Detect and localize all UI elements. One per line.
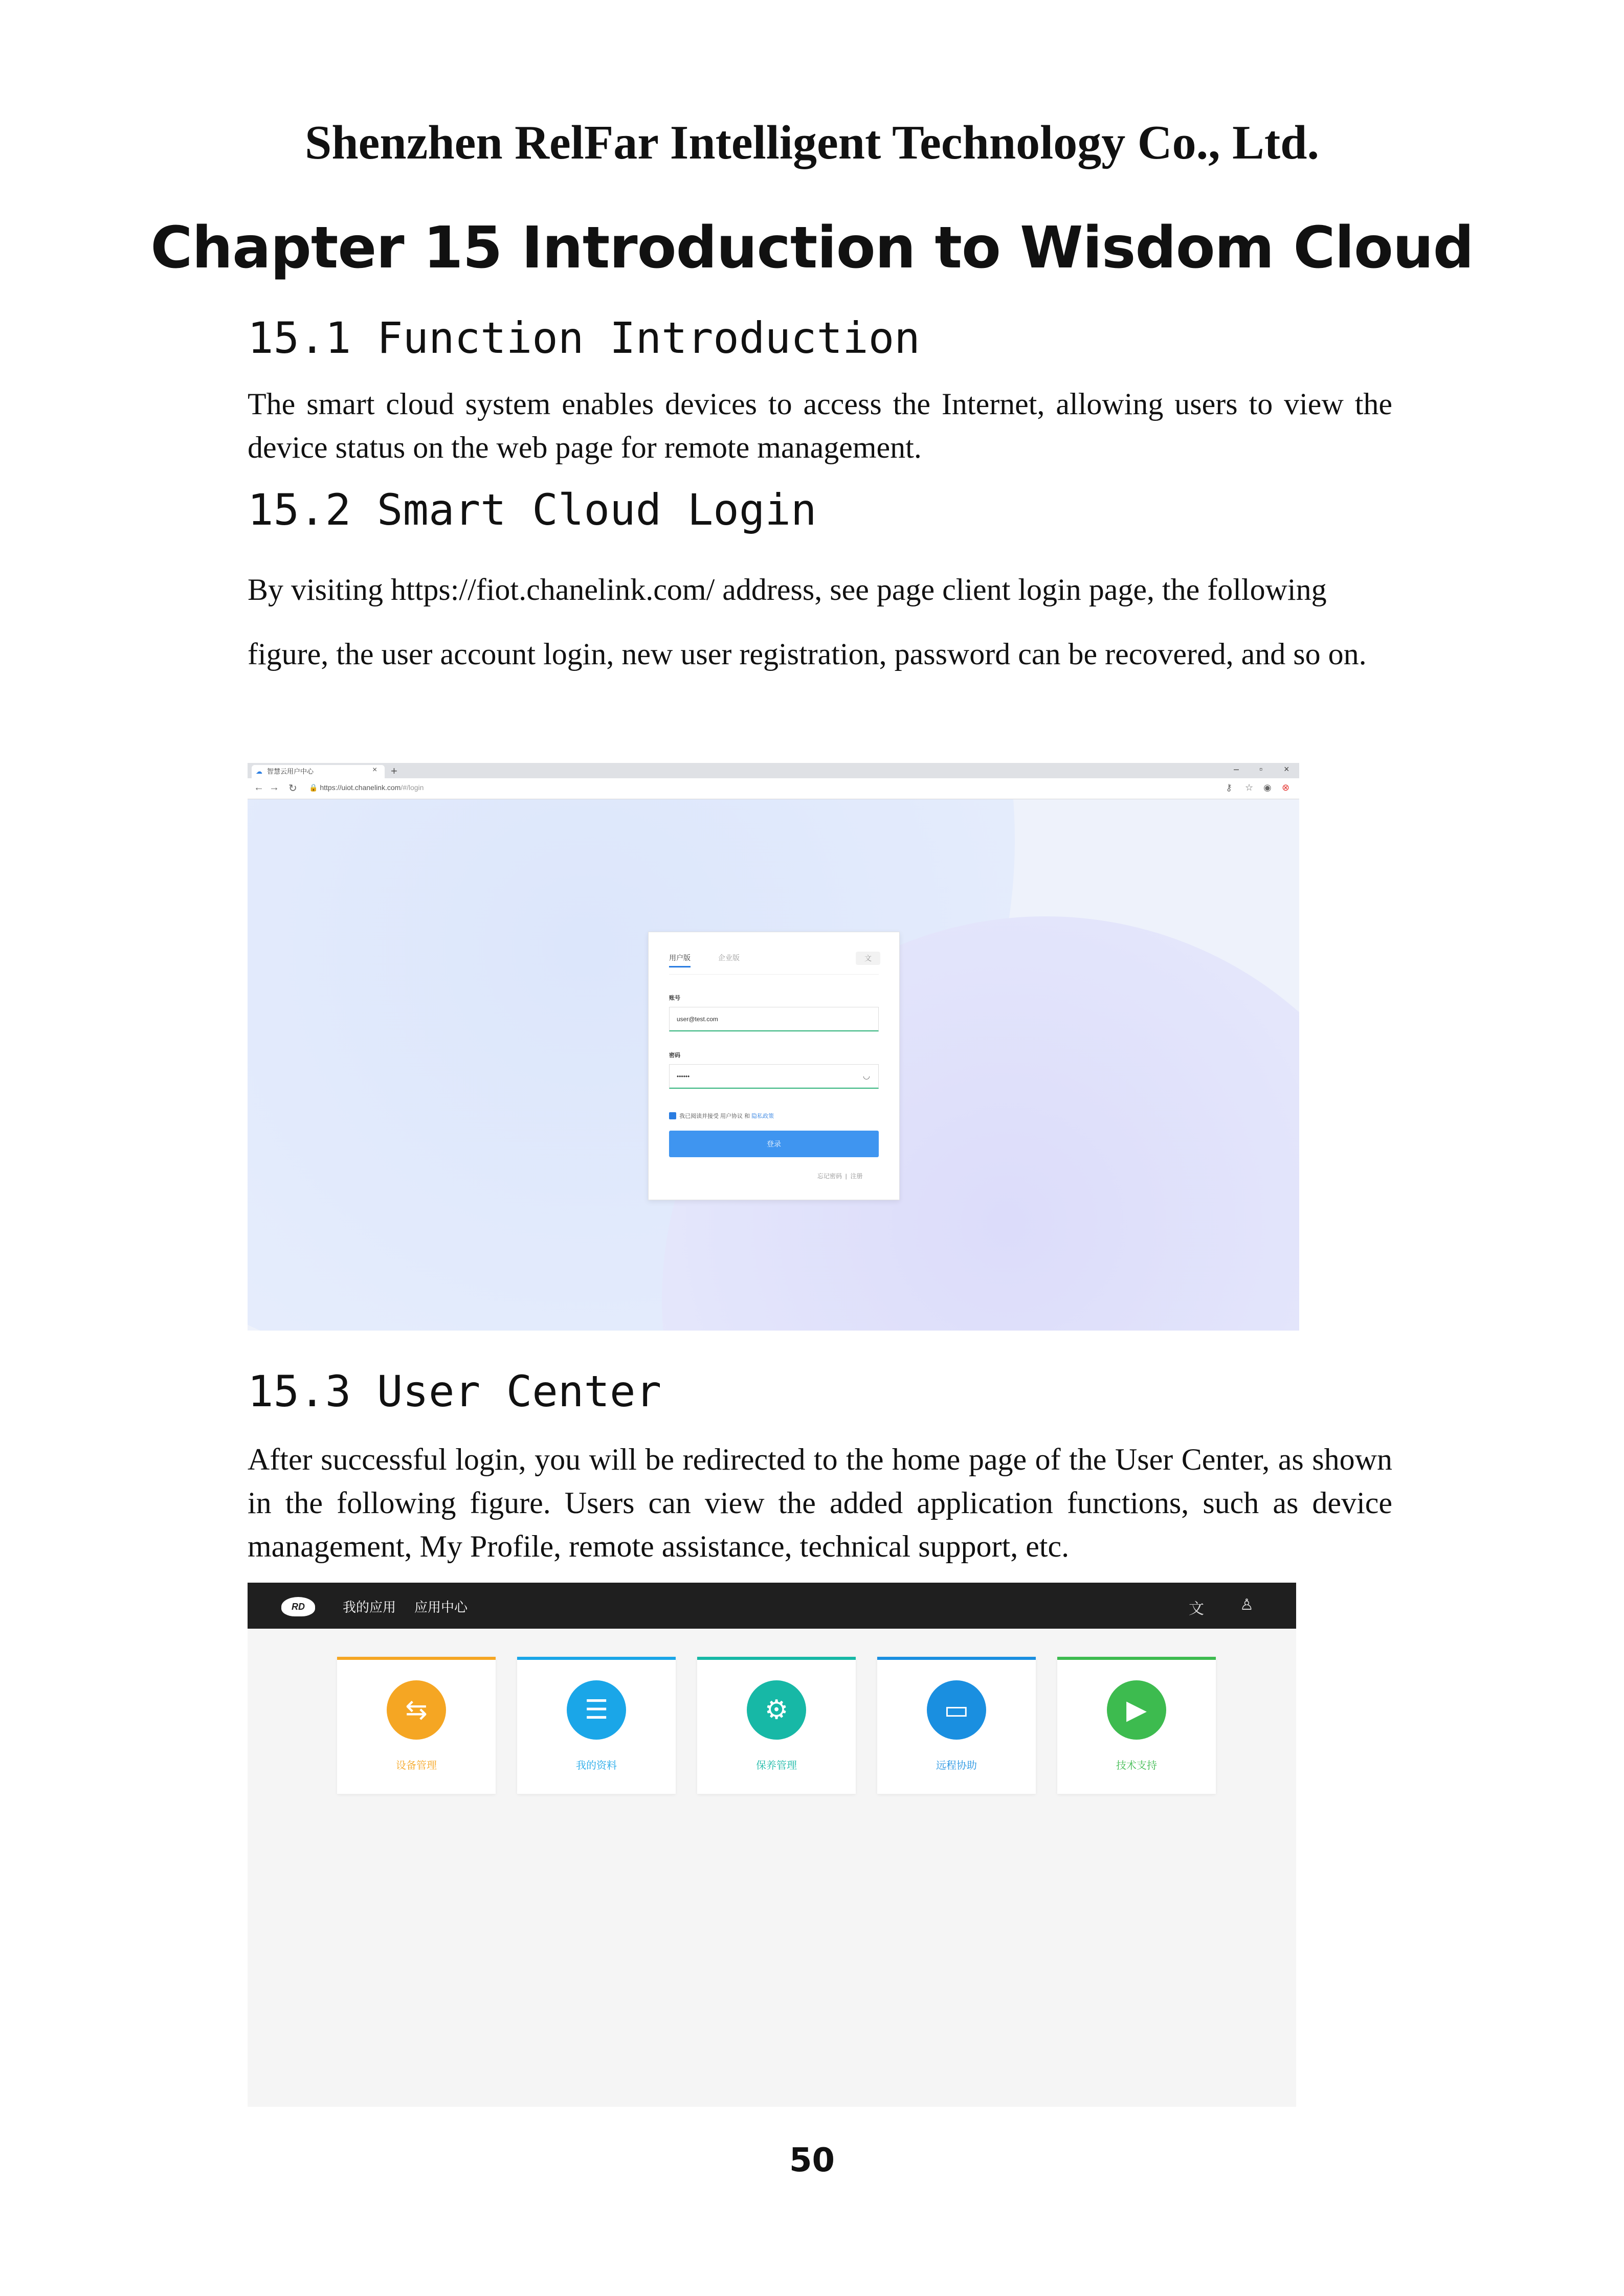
maximize-icon[interactable]: ▫ [1259, 764, 1263, 774]
app-card-remote-assist[interactable]: ▭ 远程协助 [877, 1657, 1036, 1794]
chapter-title: Chapter 15 Introduction to Wisdom Cloud [150, 215, 1474, 281]
account-icon[interactable]: ◉ [1263, 782, 1272, 793]
section-heading-user-center: 15.3 User Center [248, 1366, 662, 1416]
minimize-icon[interactable]: – [1234, 764, 1239, 774]
cloud-icon: ☁ [256, 768, 262, 775]
register-link[interactable]: 注册 [850, 1173, 863, 1180]
forgot-password-link[interactable]: 忘记密码 [817, 1173, 842, 1180]
app-card-maintenance[interactable]: ⚙ 保养管理 [697, 1657, 856, 1794]
stop-icon[interactable]: ⊗ [1282, 782, 1290, 793]
login-card [648, 932, 900, 1200]
app-label: 设备管理 [396, 1760, 437, 1771]
browser-tab-title: 智慧云用户中心 [267, 768, 314, 775]
language-button[interactable] [856, 952, 880, 965]
nav-app-center[interactable]: 应用中心 [414, 1600, 468, 1615]
url-field[interactable]: 🔒 https://uiot.chanelink.com/#/login [309, 783, 424, 792]
company-header: Shenzhen RelFar Intelligent Technology Co., Ltd. [305, 116, 1319, 169]
eye-icon[interactable]: ◡ [863, 1072, 870, 1081]
agreement-text: 我已阅读并接受 用户协议 和 隐私政策 [679, 1113, 774, 1119]
app-label: 远程协助 [936, 1760, 977, 1771]
close-icon[interactable]: × [372, 766, 377, 774]
new-tab-icon[interactable]: + [391, 764, 397, 777]
user-center-screenshot [248, 1583, 1296, 2107]
logo[interactable]: RD [281, 1597, 315, 1616]
section-heading-login: 15.2 Smart Cloud Login [248, 485, 817, 535]
app-label: 技术支持 [1116, 1760, 1157, 1771]
forward-icon[interactable]: → [269, 782, 279, 793]
section-heading-function: 15.1 Function Introduction [248, 313, 920, 363]
password-input[interactable] [669, 1064, 879, 1089]
top-nav-bar [248, 1583, 1296, 1629]
login-screenshot [248, 763, 1299, 1331]
section-text-function: The smart cloud system enables devices to access the Internet, allowing users to view the device status on the web page for remote management. [248, 387, 1392, 464]
reload-icon[interactable]: ↻ [288, 783, 297, 794]
login-footer-links: 忘记密码 | 注册 [817, 1173, 863, 1180]
account-label: 账号 [669, 995, 680, 1001]
tab-enterprise-edition[interactable]: 企业版 [718, 954, 740, 962]
agree-checkbox[interactable] [669, 1112, 676, 1119]
translate-icon: 文 [864, 954, 872, 962]
password-label: 密码 [669, 1052, 680, 1059]
section-text-login: By visiting https://fiot.chanelink.com/ address, see page client login page, the following figure, the user account login, new user registration, password can be recovered, and so on. [248, 573, 1367, 671]
privacy-link[interactable]: 隐私政策 [751, 1113, 774, 1119]
app-label: 保养管理 [756, 1760, 797, 1771]
divider [669, 974, 879, 975]
star-icon[interactable]: ☆ [1245, 782, 1254, 793]
translate-icon[interactable]: 文 [1189, 1601, 1204, 1617]
app-card-device-management[interactable]: ⇆ 设备管理 [337, 1657, 496, 1794]
user-icon[interactable]: ♙ [1240, 1596, 1254, 1613]
login-button[interactable]: 登录 [669, 1131, 879, 1157]
browser-tab-bar [248, 763, 1299, 778]
nav-my-apps[interactable]: 我的应用 [343, 1600, 396, 1615]
browser-address-bar [248, 778, 1299, 799]
app-label: 我的资料 [576, 1760, 617, 1771]
window-close-icon[interactable]: × [1284, 764, 1289, 774]
key-icon[interactable]: ⚷ [1226, 782, 1233, 793]
app-card-tech-support[interactable]: ▶ 技术支持 [1057, 1657, 1216, 1794]
tab-user-edition[interactable]: 用户版 [669, 953, 691, 967]
account-input[interactable]: user@test.com [669, 1007, 879, 1031]
app-card-my-profile[interactable]: ☰ 我的资料 [517, 1657, 676, 1794]
back-icon[interactable]: ← [254, 782, 264, 793]
browser-tab[interactable] [252, 765, 385, 778]
page-number: 50 [789, 2142, 835, 2179]
section-text-user-center: After successful login, you will be redirected to the home page of the User Center, as shown in the following figure. Users can view the added application functions, such as device management, My Profile, remote assistance, technical support, etc. [248, 1443, 1392, 1563]
password-value: •••••• [677, 1073, 690, 1080]
